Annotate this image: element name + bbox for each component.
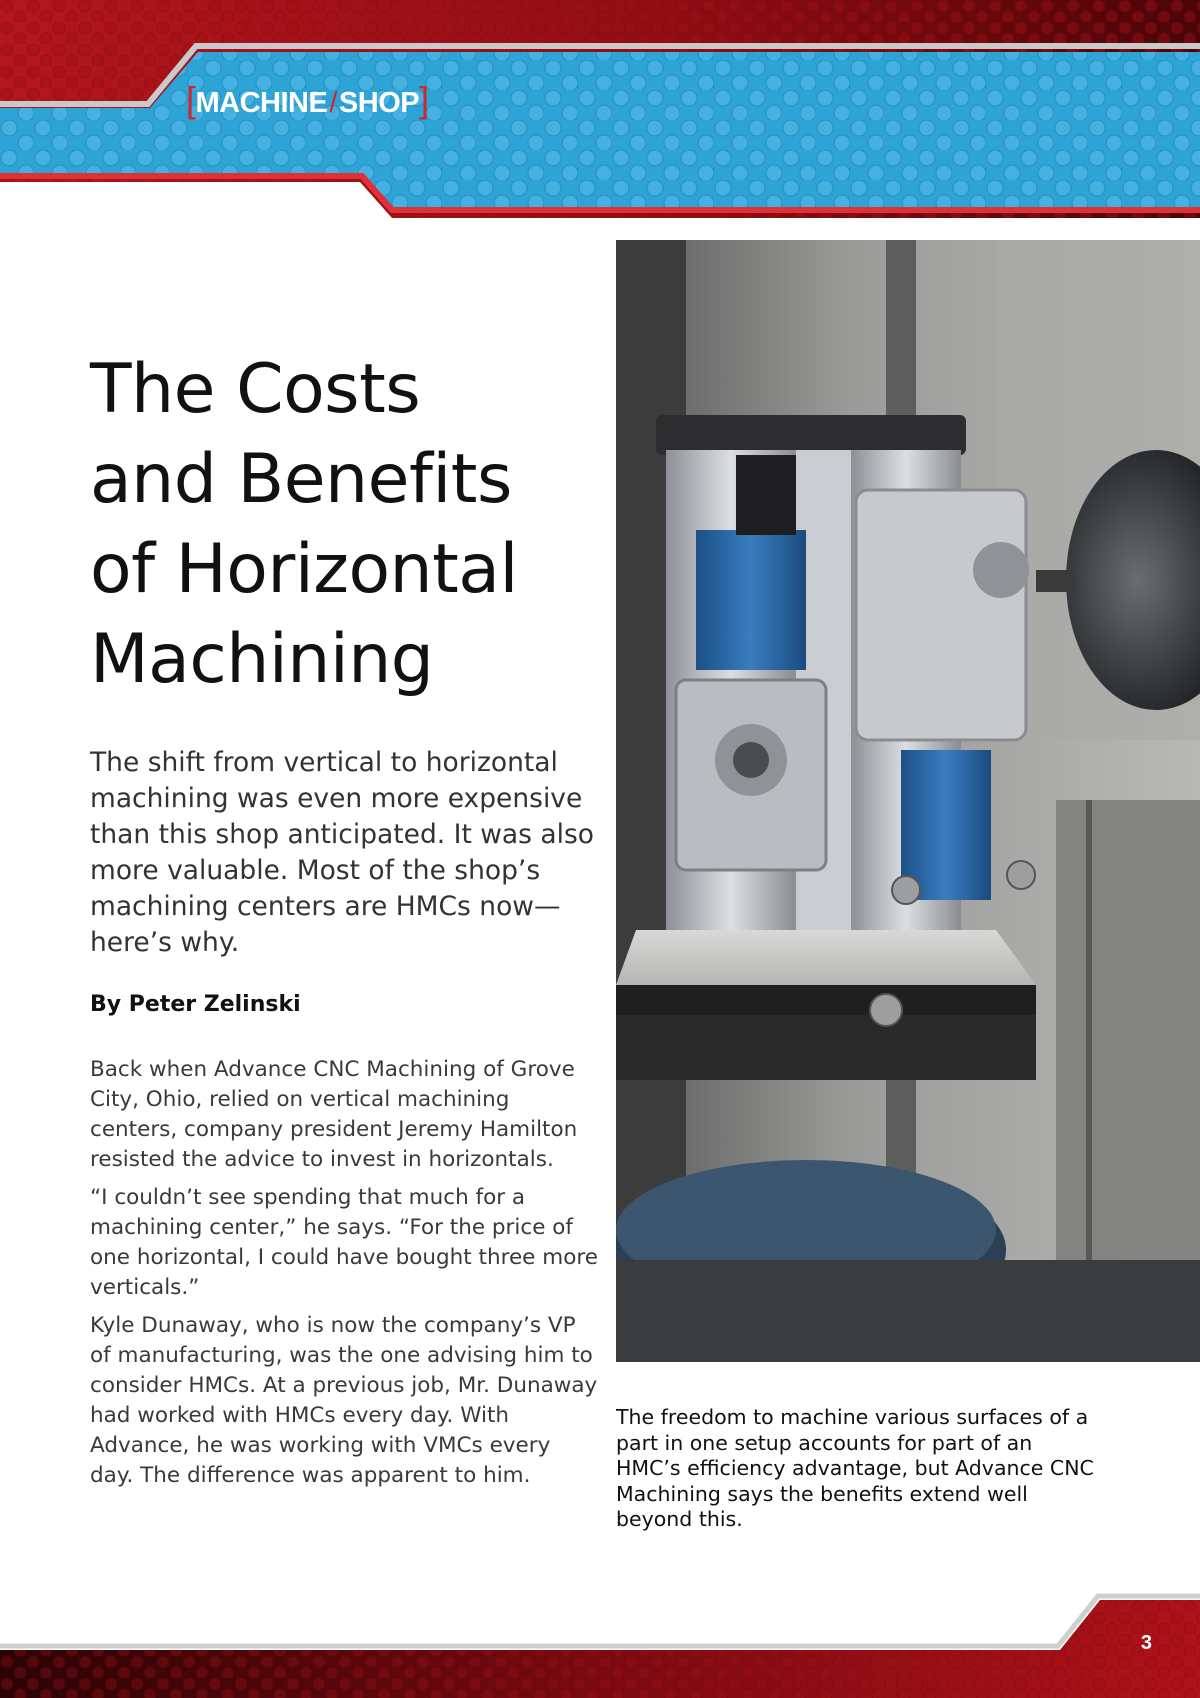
article-deck: The shift from vertical to horizontal machining was even more expensive than this shop anticipated. It was also more valuable. Most of the shop’s machining centers are HMCs now—here’s why. [90, 747, 595, 958]
machine-photo [616, 240, 1200, 1362]
footer-graphic [0, 1590, 1200, 1698]
body-paragraph: Kyle Dunaway, who is now the company’s VP of manufacturing, was the one advising him to consider HMCs. At a previous job, Mr. Dunaway had worked with HMCs every day. With Advance, he was working with VMCs every day. The difference was apparent to him. [90, 1313, 598, 1488]
photo-caption: The freedom to machine various surfaces of a part in one setup accounts for part of an HMC’s efficiency advantage, but Advance CNC Machining says the benefits extend well beyond this. [616, 1405, 1094, 1531]
page-number: 3 [1140, 1632, 1152, 1654]
title-line: Machining [90, 620, 434, 699]
article-title [90, 345, 610, 705]
article-body [90, 1055, 600, 1499]
title-line: The Costs [90, 350, 421, 429]
section-label-shop: SHOP [338, 87, 420, 119]
section-label-machine: MACHINE [195, 87, 328, 119]
bracket-open: [ [186, 79, 196, 120]
article-byline: By Peter Zelinski [90, 992, 301, 1017]
header-banner [0, 0, 1200, 240]
header-graphic [0, 0, 1200, 240]
title-line: and Benefits [90, 440, 512, 519]
section-separator: / [329, 87, 337, 119]
footer-banner [0, 1590, 1200, 1698]
body-paragraph: “I couldn’t see spending that much for a machining center,” he says. “For the price of one horizontal, I could have bought three more verticals.” [90, 1185, 598, 1300]
title-line: of Horizontal [90, 530, 518, 609]
section-tag [186, 80, 429, 120]
bracket-close: ] [419, 79, 429, 120]
machine-photo-illustration [616, 240, 1200, 1362]
body-paragraph: Back when Advance CNC Machining of Grove City, Ohio, relied on vertical machining centers, company president Jeremy Hamilton resisted the advice to invest in horizontals. [90, 1057, 578, 1172]
